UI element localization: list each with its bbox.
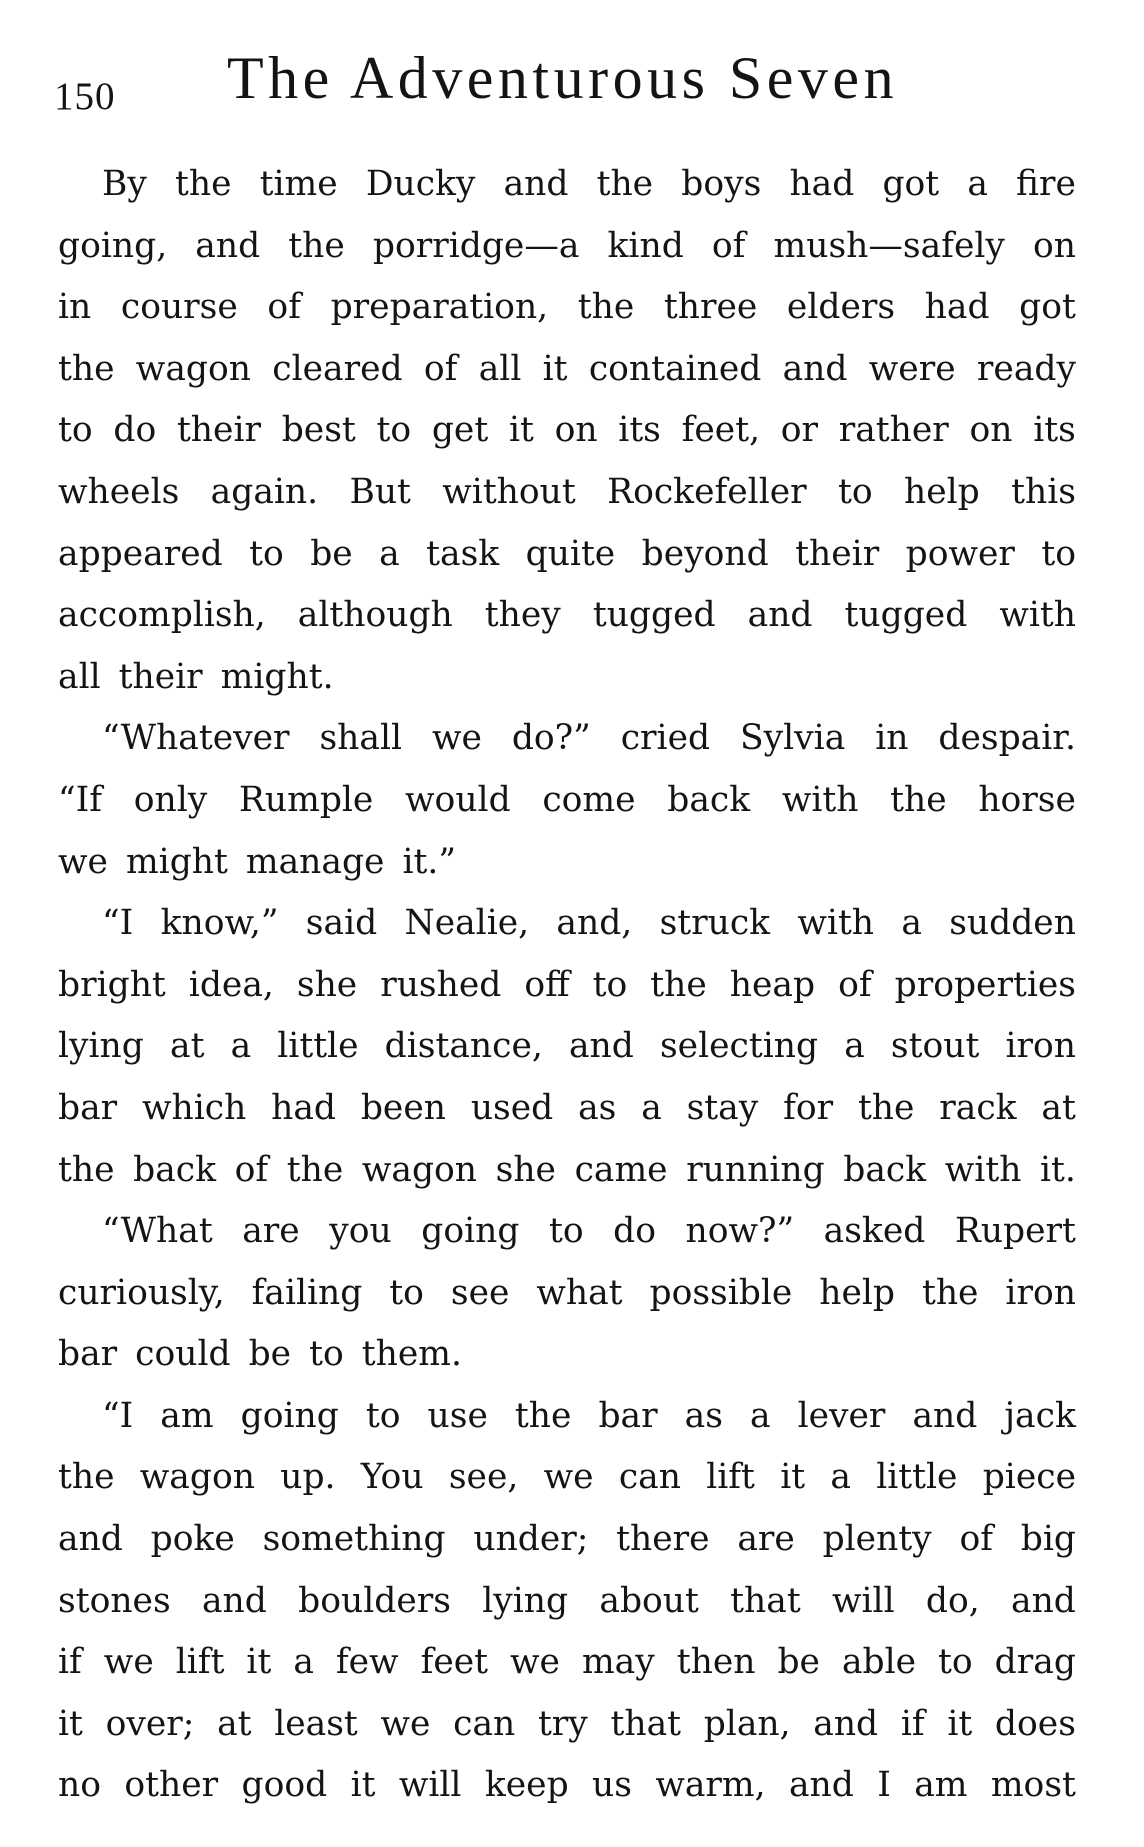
word: a	[901, 903, 922, 944]
word: and	[912, 1395, 978, 1436]
word: with	[944, 1149, 1022, 1190]
word: and	[201, 1580, 267, 1621]
word: curiously,	[58, 1272, 225, 1313]
word: be	[777, 1642, 820, 1683]
word: it.	[1040, 1149, 1076, 1190]
word: plan,	[703, 1703, 791, 1744]
word: lift	[175, 1642, 225, 1683]
word: are	[242, 1211, 300, 1252]
word: despair.	[938, 718, 1076, 759]
word: had	[271, 1087, 337, 1128]
text-line	[58, 1447, 1076, 1509]
word: with	[781, 779, 859, 820]
word: the	[174, 164, 232, 204]
word: will	[398, 1765, 462, 1806]
word: does	[994, 1703, 1076, 1744]
word: asked	[823, 1211, 926, 1252]
text-line	[58, 462, 1076, 524]
word: the	[857, 1087, 915, 1128]
word: of	[423, 348, 458, 389]
word: warm,	[655, 1765, 766, 1806]
word: the	[58, 348, 115, 389]
word: accomplish,	[58, 595, 266, 636]
word: it	[947, 1703, 973, 1744]
word: stones	[58, 1580, 171, 1621]
word: kind	[607, 225, 684, 266]
word: got	[1019, 287, 1076, 328]
text-line	[58, 955, 1076, 1017]
word: bright	[58, 964, 166, 1005]
word: it	[542, 348, 568, 389]
word: come	[542, 779, 636, 820]
word: and	[503, 164, 569, 204]
word: Sylvia	[740, 718, 846, 759]
word: time	[259, 164, 338, 204]
word: going	[240, 1395, 339, 1436]
word: now?”	[685, 1211, 795, 1252]
word: without	[442, 471, 576, 512]
word: then	[676, 1642, 756, 1683]
word: although	[297, 595, 453, 636]
word: task	[426, 533, 500, 574]
word: running	[686, 1149, 825, 1190]
word: do	[613, 1211, 656, 1252]
word: the	[286, 1149, 344, 1190]
word: possible	[649, 1272, 793, 1313]
word: jack	[1004, 1395, 1076, 1436]
word: cried	[620, 718, 711, 759]
word: the	[288, 225, 345, 266]
word: “If	[58, 779, 103, 820]
word: see,	[448, 1457, 519, 1498]
word: rather	[838, 410, 949, 451]
word: them.	[361, 1334, 462, 1375]
word: rushed	[380, 964, 502, 1005]
word: back	[133, 1149, 216, 1190]
word: distance,	[384, 1026, 543, 1067]
word: if	[900, 1703, 925, 1744]
word: may	[581, 1642, 655, 1683]
text-line	[58, 1509, 1076, 1571]
word: to	[58, 410, 93, 451]
word: Rumple	[238, 779, 374, 820]
word: am	[914, 1765, 968, 1806]
word: shall	[319, 718, 403, 759]
word: it	[780, 1457, 806, 1498]
word: a	[844, 1026, 865, 1067]
word: ready	[976, 348, 1076, 389]
word: off	[524, 964, 570, 1005]
text-line	[58, 1755, 1076, 1817]
word: least	[274, 1703, 358, 1744]
word: up.	[280, 1457, 336, 1498]
word: their	[795, 533, 880, 574]
word: had	[924, 287, 990, 328]
word: could	[135, 1334, 231, 1375]
word: But	[349, 471, 411, 512]
word: bar	[58, 1334, 118, 1375]
running-title: The Adventurous Seven	[227, 45, 899, 111]
word: appeared	[58, 533, 223, 574]
word: with	[999, 595, 1076, 636]
text-line	[58, 1263, 1076, 1325]
word: little	[277, 1026, 359, 1067]
word: the	[577, 287, 635, 328]
word: elders	[786, 287, 896, 328]
text-line	[58, 1201, 1076, 1263]
word: “I	[102, 1395, 134, 1436]
word: lying	[482, 1580, 569, 1621]
word: of	[267, 287, 301, 328]
word: under;	[473, 1519, 589, 1560]
word: “I	[102, 903, 134, 944]
word: a	[830, 1457, 851, 1498]
word: a	[230, 1026, 252, 1067]
word: they	[484, 595, 561, 636]
word: porridge—a	[372, 225, 580, 266]
word: to	[938, 1642, 973, 1683]
word: “Whatever	[102, 718, 290, 759]
word: beyond	[641, 533, 769, 574]
word: can	[618, 1457, 681, 1498]
word: few	[335, 1642, 399, 1683]
word: of	[234, 1149, 269, 1190]
word: she	[296, 964, 358, 1005]
word: heap	[729, 964, 816, 1005]
word: of	[959, 1519, 993, 1560]
word: best	[281, 410, 356, 451]
word: do,	[925, 1580, 980, 1621]
word: we	[103, 1642, 154, 1683]
word: of	[711, 225, 746, 266]
word: most	[990, 1765, 1076, 1806]
word: to	[548, 1211, 584, 1252]
text-line	[58, 1324, 1076, 1386]
word: no	[58, 1765, 101, 1806]
word: boulders	[298, 1580, 451, 1621]
word: the	[514, 1395, 572, 1436]
word: it.”	[402, 841, 456, 882]
word: something	[262, 1519, 446, 1560]
word: You	[360, 1457, 424, 1498]
page-number: 150	[54, 75, 116, 118]
text-line	[58, 832, 1076, 894]
word: and	[788, 1765, 854, 1806]
word: to	[1041, 533, 1076, 574]
word: stay	[686, 1087, 759, 1128]
word: only	[133, 779, 208, 820]
word: do	[113, 410, 157, 451]
word: wagon	[361, 1149, 478, 1190]
word: the	[921, 1272, 979, 1313]
word: on	[969, 410, 1013, 451]
text-line	[58, 1632, 1076, 1694]
word: would	[405, 779, 511, 820]
word: a	[293, 1642, 314, 1683]
word: as	[684, 1395, 723, 1436]
word: plenty	[822, 1519, 932, 1560]
word: are	[737, 1519, 795, 1560]
word: to	[389, 1272, 424, 1313]
word: all	[478, 348, 522, 389]
word: “What	[102, 1211, 213, 1252]
word: the	[596, 164, 654, 204]
word: drag	[994, 1642, 1076, 1683]
word: to	[592, 964, 628, 1005]
word: all	[58, 656, 101, 697]
word: on	[554, 410, 598, 451]
word: got	[882, 164, 940, 204]
word: feet	[420, 1642, 489, 1683]
word: said	[305, 903, 378, 944]
word: Rupert	[954, 1211, 1076, 1252]
word: its	[1033, 410, 1076, 451]
word: contained	[588, 348, 762, 389]
text-line	[58, 1016, 1076, 1078]
word: wagon	[139, 1457, 255, 1498]
word: lever	[797, 1395, 886, 1436]
text-line	[58, 893, 1076, 955]
word: we	[543, 1457, 594, 1498]
word: fire	[1016, 164, 1076, 204]
word: to	[376, 410, 412, 451]
word: and	[58, 1519, 123, 1560]
word: she	[495, 1149, 556, 1190]
word: we	[510, 1642, 560, 1683]
word: its	[618, 410, 661, 451]
word: quite	[525, 533, 616, 574]
word: and	[1011, 1580, 1076, 1621]
word: lying	[58, 1026, 144, 1067]
word: piece	[982, 1457, 1076, 1498]
word: at	[170, 1026, 205, 1067]
word: with	[797, 903, 875, 944]
text-line	[58, 1694, 1076, 1756]
word: power	[905, 533, 1015, 574]
word: it	[58, 1703, 83, 1744]
word: might.	[220, 656, 334, 697]
word: keep	[484, 1765, 569, 1806]
word: had	[789, 164, 855, 204]
word: over;	[105, 1703, 195, 1744]
word: help	[904, 471, 980, 512]
text-line	[58, 400, 1076, 462]
word: see	[450, 1272, 510, 1313]
word: or	[780, 410, 819, 451]
word: selecting	[659, 1026, 819, 1067]
word: know,”	[160, 903, 279, 944]
word: and	[813, 1703, 879, 1744]
word: back	[843, 1149, 927, 1190]
word: three	[663, 287, 758, 328]
text-line	[58, 647, 1076, 709]
word: that	[610, 1703, 682, 1744]
word: wheels	[58, 471, 180, 512]
word: little	[876, 1457, 958, 1498]
word: a	[641, 1087, 662, 1128]
text-line	[58, 1078, 1076, 1140]
word: back	[667, 779, 751, 820]
text-line	[58, 339, 1076, 401]
word: in	[875, 718, 909, 759]
word: their	[118, 656, 203, 697]
word: it	[508, 410, 534, 451]
word: iron	[1005, 1272, 1076, 1313]
word: and	[568, 1026, 634, 1067]
text-line	[58, 770, 1076, 832]
word: of	[838, 964, 872, 1005]
word: preparation,	[330, 287, 549, 328]
word: big	[1020, 1519, 1076, 1560]
word: we	[58, 841, 108, 882]
word: it	[246, 1642, 272, 1683]
word: poke	[150, 1519, 235, 1560]
word: do?”	[511, 718, 591, 759]
word: which	[141, 1087, 247, 1128]
word: get	[431, 410, 489, 451]
word: By	[102, 164, 147, 204]
word: tugged	[844, 595, 968, 636]
word: help	[819, 1272, 896, 1313]
word: sudden	[949, 903, 1076, 944]
word: as	[578, 1087, 617, 1128]
word: boys	[681, 164, 762, 204]
word: it	[350, 1765, 376, 1806]
word: and,	[556, 903, 633, 944]
word: about	[599, 1580, 699, 1621]
text-line	[58, 154, 1076, 216]
word: at	[1041, 1087, 1076, 1128]
word: been	[360, 1087, 446, 1128]
word: will	[831, 1580, 895, 1621]
word: we	[380, 1703, 431, 1744]
page-header	[54, 44, 1094, 134]
word: a	[749, 1395, 771, 1436]
word: that	[730, 1580, 801, 1621]
word: idea,	[188, 964, 274, 1005]
word: to	[249, 533, 284, 574]
word: tugged	[592, 595, 716, 636]
word: their	[176, 410, 261, 451]
word: Ducky	[365, 164, 476, 204]
word: if	[58, 1642, 82, 1683]
word: us	[592, 1765, 632, 1806]
text-line	[58, 708, 1076, 770]
text-line	[58, 1571, 1076, 1633]
word: manage	[245, 841, 385, 882]
word: I	[877, 1765, 891, 1806]
word: failing	[251, 1272, 363, 1313]
word: to	[365, 1395, 401, 1436]
word: going	[421, 1211, 520, 1252]
word: struck	[659, 903, 771, 944]
word: wagon	[135, 348, 251, 389]
word: came	[574, 1149, 668, 1190]
word: at	[217, 1703, 252, 1744]
word: be	[248, 1334, 292, 1375]
word: for	[783, 1087, 834, 1128]
word: on	[1033, 225, 1076, 266]
word: course	[120, 287, 238, 328]
word: a	[967, 164, 988, 204]
word: other	[124, 1765, 219, 1806]
text-line	[58, 585, 1076, 647]
word: mush—safely	[773, 225, 1005, 266]
word: bar	[58, 1087, 118, 1128]
word: there	[616, 1519, 710, 1560]
word: try	[537, 1703, 588, 1744]
word: properties	[894, 964, 1076, 1005]
word: and	[782, 348, 848, 389]
word: might	[125, 841, 228, 882]
body-text	[58, 154, 1076, 1817]
word: iron	[1005, 1026, 1076, 1067]
word: stout	[890, 1026, 980, 1067]
word: be	[310, 533, 353, 574]
word: used	[470, 1087, 554, 1128]
word: lift	[706, 1457, 755, 1498]
word: in	[58, 287, 92, 328]
text-line	[58, 524, 1076, 586]
word: and	[747, 595, 813, 636]
word: Rockefeller	[607, 471, 807, 512]
word: use	[427, 1395, 488, 1436]
word: bar	[598, 1395, 658, 1436]
text-line	[58, 1386, 1076, 1448]
word: the	[58, 1457, 115, 1498]
word: the	[58, 1149, 115, 1190]
word: horse	[978, 779, 1076, 820]
word: good	[241, 1765, 328, 1806]
word: to	[838, 471, 873, 512]
word: Nealie,	[404, 903, 530, 944]
word: what	[536, 1272, 623, 1313]
word: we	[431, 718, 482, 759]
word: this	[1011, 471, 1076, 512]
word: and	[195, 225, 261, 266]
word: am	[160, 1395, 214, 1436]
word: the	[650, 964, 707, 1005]
text-line	[58, 1140, 1076, 1202]
text-line	[58, 277, 1076, 339]
word: rack	[939, 1087, 1017, 1128]
word: were	[868, 348, 956, 389]
word: can	[453, 1703, 516, 1744]
word: going,	[58, 225, 168, 266]
text-line	[58, 216, 1076, 278]
word: able	[841, 1642, 917, 1683]
word: cleared	[272, 348, 403, 389]
word: the	[890, 779, 947, 820]
word: again.	[210, 471, 319, 512]
word: a	[379, 533, 400, 574]
word: feet,	[681, 410, 761, 451]
word: to	[309, 1334, 344, 1375]
word: you	[329, 1211, 392, 1252]
